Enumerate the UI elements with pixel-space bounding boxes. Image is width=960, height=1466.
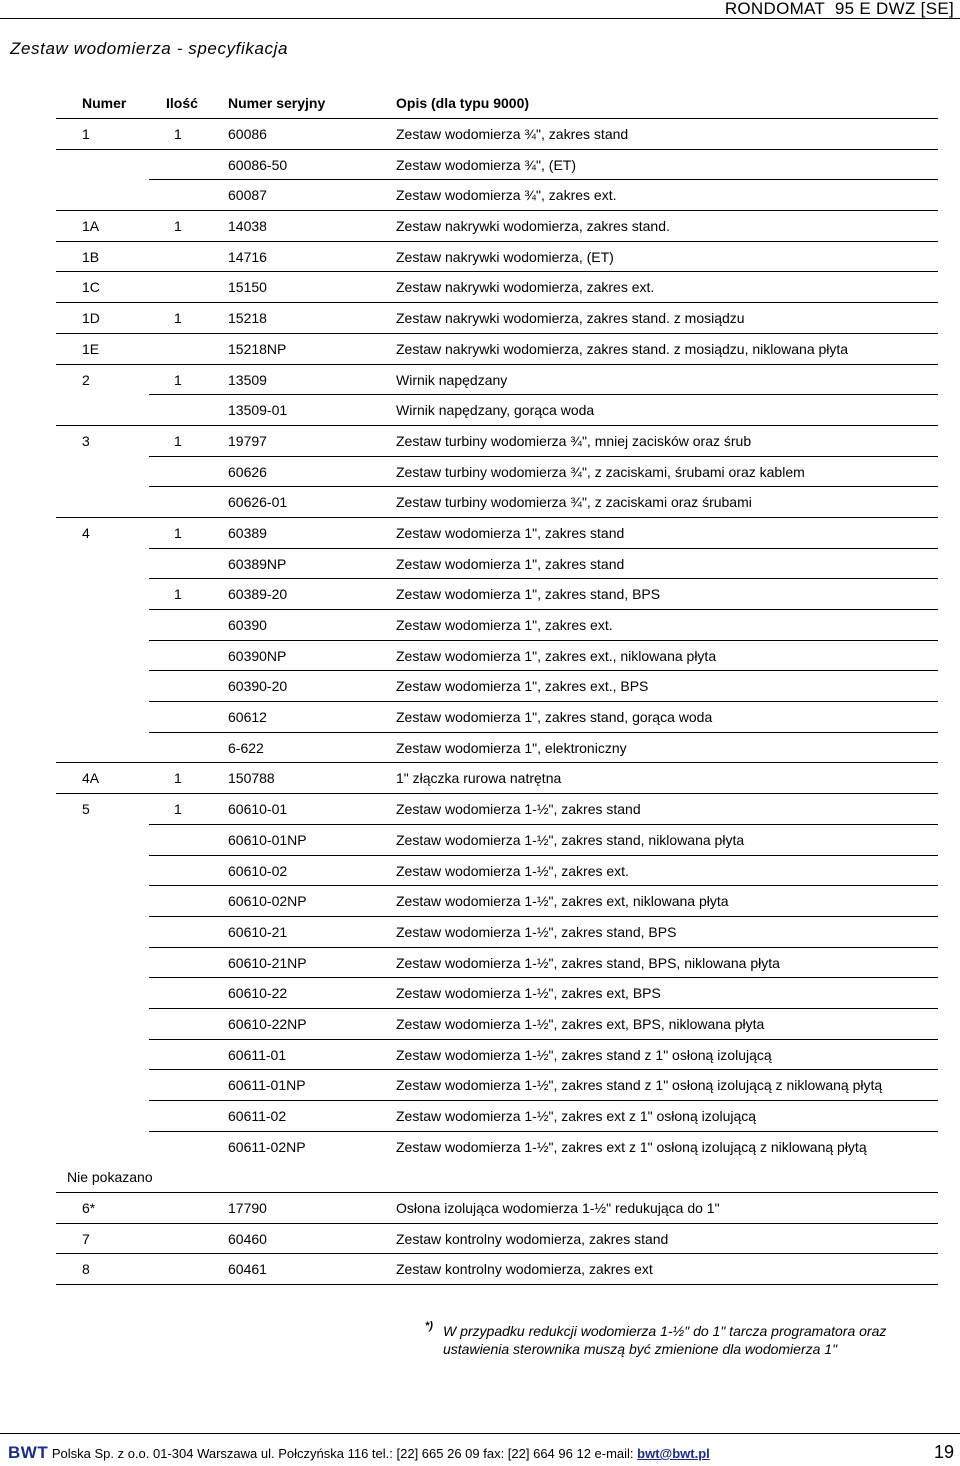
row-quantity: 1 bbox=[174, 801, 182, 818]
table-header-row bbox=[56, 88, 938, 119]
row-number: 1B bbox=[82, 248, 100, 265]
row-description: Zestaw wodomierza 1-½", zakres stand z 1" osłoną izolującą z niklowaną płytą bbox=[396, 1077, 883, 1094]
row-serial-number: 60611-01 bbox=[228, 1046, 287, 1063]
row-serial-number: 60611-01NP bbox=[228, 1077, 306, 1094]
row-number: 4 bbox=[82, 524, 90, 541]
row-serial-number: 60389-20 bbox=[228, 586, 288, 603]
table-row bbox=[56, 549, 938, 580]
table-row bbox=[56, 119, 938, 150]
table-row bbox=[56, 1040, 938, 1071]
row-description: Zestaw wodomierza 1-½", zakres stand, BPS, niklowana płyta bbox=[396, 954, 780, 971]
table-row bbox=[56, 579, 938, 610]
row-serial-number: 60610-01 bbox=[228, 801, 288, 818]
row-serial-number: 60389 bbox=[228, 524, 267, 541]
row-description: Wirnik napędzany bbox=[396, 371, 508, 388]
col-header-number: Numer bbox=[82, 95, 127, 111]
footer bbox=[8, 1443, 710, 1463]
row-description: Zestaw wodomierza 1", elektroniczny bbox=[396, 739, 627, 756]
footer-divider bbox=[0, 1433, 960, 1434]
table-row bbox=[56, 457, 938, 488]
row-description: Zestaw wodomierza 1-½", zakres stand, BPS bbox=[396, 923, 677, 940]
table-row bbox=[56, 1132, 938, 1163]
row-description: Zestaw wodomierza 1-½", zakres ext. bbox=[396, 862, 629, 879]
row-description: Zestaw wodomierza 1", zakres stand bbox=[396, 555, 625, 572]
row-description: Zestaw wodomierza 1", zakres ext., BPS bbox=[396, 678, 649, 695]
row-serial-number: 60612 bbox=[228, 709, 267, 726]
row-serial-number: 60390 bbox=[228, 617, 267, 633]
table-body bbox=[56, 119, 938, 1285]
row-serial-number: 60610-02 bbox=[228, 862, 288, 879]
row-serial-number: 60390NP bbox=[228, 647, 287, 664]
row-description: Wirnik napędzany, gorąca woda bbox=[396, 402, 595, 419]
row-quantity: 1 bbox=[174, 310, 182, 327]
table-row bbox=[56, 303, 938, 334]
table-row bbox=[56, 1009, 938, 1040]
row-number: 1E bbox=[82, 340, 100, 357]
row-number: 3 bbox=[82, 432, 90, 449]
row-serial-number: 13509 bbox=[228, 371, 267, 388]
row-description: Zestaw wodomierza 1-½", zakres ext, BPS bbox=[396, 985, 661, 1002]
table-row bbox=[56, 671, 938, 702]
row-serial-number: 6-622 bbox=[228, 739, 264, 756]
row-serial-number: 15218 bbox=[228, 310, 267, 327]
row-serial-number: 60086-50 bbox=[228, 156, 288, 173]
row-serial-number: 17790 bbox=[228, 1200, 267, 1217]
table-row bbox=[56, 272, 938, 303]
row-number: 7 bbox=[82, 1230, 90, 1247]
row-quantity: 1 bbox=[174, 432, 182, 449]
table-row bbox=[56, 702, 938, 733]
row-description: Zestaw wodomierza 1-½", zakres ext z 1" osłoną izolującą bbox=[396, 1108, 757, 1124]
row-description: Zestaw kontrolny wodomierza, zakres ext bbox=[396, 1261, 653, 1278]
row-serial-number: 60610-21NP bbox=[228, 954, 307, 971]
row-description: Zestaw wodomierza 1", zakres ext., niklowana płyta bbox=[396, 647, 717, 664]
row-quantity: 1 bbox=[174, 218, 182, 235]
row-description: Zestaw wodomierza 1", zakres stand, gorąca woda bbox=[396, 709, 713, 726]
row-description: Zestaw wodomierza 1", zakres stand bbox=[396, 524, 625, 541]
table-row bbox=[56, 1070, 938, 1101]
table-row bbox=[56, 487, 938, 518]
row-quantity: 1 bbox=[174, 770, 182, 787]
row-quantity: 1 bbox=[174, 126, 182, 142]
col-header-serial: Numer seryjny bbox=[228, 95, 326, 111]
table-row bbox=[56, 794, 938, 825]
row-number: 1C bbox=[82, 279, 100, 296]
row-description: Zestaw wodomierza 1-½", zakres stand z 1" osłoną izolującą bbox=[396, 1046, 772, 1063]
table-row bbox=[56, 395, 938, 426]
row-serial-number: 60610-22NP bbox=[228, 1015, 307, 1032]
row-description: Zestaw kontrolny wodomierza, zakres stand bbox=[396, 1230, 669, 1247]
row-serial-number: 15150 bbox=[228, 279, 267, 296]
row-description: 1" złączka rurowa natrętna bbox=[396, 770, 562, 787]
table-row bbox=[56, 211, 938, 242]
row-number: 1D bbox=[82, 310, 100, 327]
row-serial-number: 60610-22 bbox=[228, 985, 288, 1002]
row-description: Zestaw turbiny wodomierza ¾", z zaciskami oraz śrubami bbox=[396, 494, 752, 511]
document-header: RONDOMAT 95 E DWZ [SE] bbox=[724, 0, 954, 18]
col-header-description: Opis (dla typu 9000) bbox=[396, 95, 530, 111]
row-serial-number: 60086 bbox=[228, 126, 267, 142]
table-row bbox=[56, 1254, 938, 1285]
table-row bbox=[56, 1224, 938, 1255]
row-serial-number: 60626 bbox=[228, 463, 267, 480]
row-quantity: 1 bbox=[174, 586, 182, 603]
row-serial-number: 60611-02 bbox=[228, 1108, 287, 1124]
row-number: 6* bbox=[82, 1200, 96, 1217]
row-serial-number: 14038 bbox=[228, 218, 267, 235]
row-description: Zestaw nakrywki wodomierza, zakres stand. z mosiądzu, niklowana płyta bbox=[396, 340, 849, 357]
row-divider bbox=[56, 1284, 938, 1285]
table-row bbox=[56, 1101, 938, 1132]
footnote-line-1: W przypadku redukcji wodomierza 1-½" do 1" tarcza programatora oraz bbox=[443, 1323, 887, 1339]
table-row bbox=[56, 426, 938, 457]
table-row bbox=[56, 610, 938, 641]
table-row bbox=[56, 242, 938, 273]
row-description: Zestaw wodomierza 1", zakres stand, BPS bbox=[396, 586, 661, 603]
row-description: Zestaw nakrywki wodomierza, zakres stand. bbox=[396, 218, 670, 235]
table-row bbox=[56, 1162, 938, 1193]
row-serial-number: 60460 bbox=[228, 1230, 267, 1247]
table-row bbox=[56, 948, 938, 979]
row-description: Zestaw wodomierza 1-½", zakres ext, niklowana płyta bbox=[396, 893, 729, 910]
row-description: Zestaw wodomierza 1-½", zakres stand, niklowana płyta bbox=[396, 831, 745, 848]
brand-logo: BWT bbox=[8, 1443, 49, 1462]
row-description: Zestaw wodomierza ¾", (ET) bbox=[396, 156, 577, 173]
table-row bbox=[56, 150, 938, 181]
row-description: Zestaw turbiny wodomierza ¾", mniej zacisków oraz śrub bbox=[396, 432, 752, 449]
row-serial-number: 60461 bbox=[228, 1261, 267, 1278]
row-description: Zestaw wodomierza 1-½", zakres ext, BPS, niklowana płyta bbox=[396, 1015, 765, 1032]
row-serial-number: 19797 bbox=[228, 432, 267, 449]
section-title: Zestaw wodomierza - specyfikacja bbox=[10, 39, 289, 58]
row-serial-number: 60611-02NP bbox=[228, 1138, 306, 1155]
row-description: Zestaw nakrywki wodomierza, zakres ext. bbox=[396, 279, 655, 296]
row-number: 2 bbox=[82, 371, 90, 388]
row-description: Zestaw nakrywki wodomierza, zakres stand. z mosiądzu bbox=[396, 310, 745, 327]
row-number: 1 bbox=[82, 126, 90, 142]
footnote-mark: *) bbox=[425, 1320, 433, 1332]
table-row bbox=[56, 856, 938, 887]
row-serial-number: 60626-01 bbox=[228, 494, 288, 511]
table-row bbox=[56, 886, 938, 917]
table-row bbox=[56, 1193, 938, 1224]
row-serial-number: 60390-20 bbox=[228, 678, 288, 695]
spec-table bbox=[56, 88, 938, 1285]
row-serial-number: 60610-21 bbox=[228, 923, 288, 940]
row-description: Osłona izolująca wodomierza 1-½" redukująca do 1" bbox=[396, 1200, 720, 1217]
row-description: Zestaw turbiny wodomierza ¾", z zaciskami, śrubami oraz kablem bbox=[396, 463, 805, 480]
row-description: Zestaw wodomierza ¾", zakres ext. bbox=[396, 187, 617, 204]
row-number: 4A bbox=[82, 770, 100, 787]
table-row bbox=[56, 825, 938, 856]
row-serial-number: 60610-02NP bbox=[228, 893, 307, 910]
row-serial-number: 60087 bbox=[228, 187, 267, 204]
table-row bbox=[56, 365, 938, 396]
row-description: Zestaw wodomierza 1-½", zakres stand bbox=[396, 801, 641, 818]
row-number: 8 bbox=[82, 1261, 90, 1278]
row-serial-number: 60610-01NP bbox=[228, 831, 307, 848]
table-row bbox=[56, 733, 938, 764]
footer-address: Polska Sp. z o.o. 01-304 Warszawa ul. Połczyńska 116 tel.: [22] 665 26 09 fax: [22] 664 96 12 e-mail: bbox=[48, 1446, 638, 1461]
row-serial-number: 15218NP bbox=[228, 340, 287, 357]
row-description: Zestaw wodomierza 1-½", zakres ext z 1" osłoną izolującą z niklowaną płytą bbox=[396, 1138, 867, 1155]
footnote-line-2: ustawienia sterownika muszą być zmienione dla wodomierza 1" bbox=[443, 1341, 838, 1357]
row-number: 5 bbox=[82, 801, 90, 818]
row-description: Zestaw nakrywki wodomierza, (ET) bbox=[396, 248, 614, 265]
row-description: Zestaw wodomierza ¾", zakres stand bbox=[396, 126, 629, 142]
table-row bbox=[56, 917, 938, 948]
row-number: Nie pokazano bbox=[67, 1169, 153, 1186]
row-quantity: 1 bbox=[174, 524, 182, 541]
table-row bbox=[56, 518, 938, 549]
row-serial-number: 60389NP bbox=[228, 555, 287, 572]
row-number: 1A bbox=[82, 218, 100, 235]
row-description: Zestaw wodomierza 1", zakres ext. bbox=[396, 617, 613, 633]
row-quantity: 1 bbox=[174, 371, 182, 388]
header-divider bbox=[0, 18, 960, 19]
table-row bbox=[56, 334, 938, 365]
table-row bbox=[56, 180, 938, 211]
table-row bbox=[56, 978, 938, 1009]
col-header-quantity: Ilość bbox=[166, 95, 198, 111]
page-number: 19 bbox=[933, 1442, 954, 1462]
table-row bbox=[56, 763, 938, 794]
row-serial-number: 14716 bbox=[228, 248, 267, 265]
footer-email-link[interactable]: bwt@bwt.pl bbox=[637, 1446, 710, 1461]
row-serial-number: 150788 bbox=[228, 770, 275, 787]
row-serial-number: 13509-01 bbox=[228, 402, 288, 419]
table-row bbox=[56, 641, 938, 672]
